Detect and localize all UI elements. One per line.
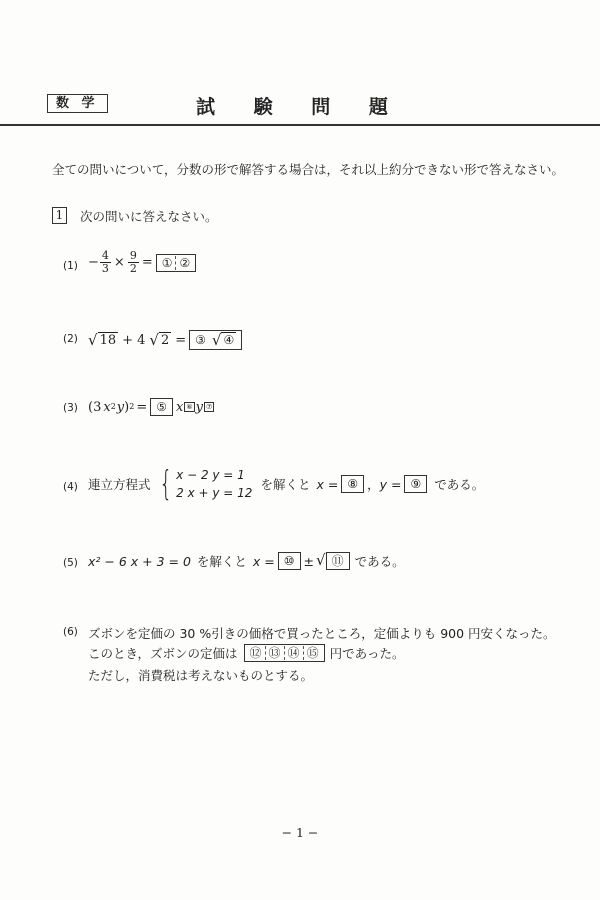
answer-cell-2[interactable]: ②	[175, 256, 193, 270]
fraction-2-denominator: 2	[129, 262, 137, 275]
problem-5	[88, 552, 405, 570]
equals-sign: =	[141, 255, 153, 270]
equation-1: x − 2 y = 1	[176, 468, 245, 482]
fraction-2	[128, 250, 139, 275]
answer-box-5[interactable]	[150, 398, 173, 416]
answer-cell-12[interactable]: ⑫	[249, 646, 262, 660]
fraction-1-numerator: 4	[101, 249, 109, 262]
page-number: − 1 −	[281, 825, 319, 840]
radical-sign: √	[88, 331, 98, 349]
x-equals: x =	[252, 553, 275, 569]
y-equals: y =	[379, 476, 402, 492]
var-x: x	[103, 399, 111, 415]
solve-text: を解くと	[260, 477, 311, 492]
problem-5-label: (5)	[63, 557, 78, 569]
answer-box-8[interactable]	[341, 475, 364, 493]
line-2-prefix: このとき，ズボンの定価は	[88, 646, 238, 661]
fraction-1-denominator: 3	[101, 262, 109, 275]
problem-6-line-3: ただし，消費税は考えないものとする。	[88, 668, 314, 683]
answer-cell-1[interactable]: ①	[161, 255, 173, 270]
plus-term: + 4	[122, 332, 146, 348]
page-title: 試 験 問 題	[196, 96, 404, 118]
sqrt-answer-11	[316, 552, 350, 570]
equals-sign: =	[136, 399, 148, 415]
x-equals: x =	[316, 476, 339, 492]
problem-6-label: (6)	[63, 626, 78, 638]
answer-cell-14[interactable]: ⑭	[284, 646, 303, 660]
answer-cell-13[interactable]: ⑬	[265, 646, 284, 660]
suffix-text: である。	[354, 554, 405, 569]
suffix-text: である。	[434, 477, 485, 492]
radicand-2: 2	[160, 333, 170, 348]
answer-box-3-4[interactable]	[189, 330, 242, 350]
answer-var-y: y	[195, 399, 203, 415]
answer-box-1-2[interactable]	[156, 254, 197, 272]
problem-6-line-2	[88, 644, 404, 662]
open-paren-3: (3	[88, 399, 102, 415]
radicand-18: 18	[99, 333, 117, 348]
answer-cell-5[interactable]: ⑤	[156, 400, 167, 414]
answer-4-value: ④	[223, 333, 235, 347]
answer-box-6[interactable]: ⑥	[186, 403, 193, 411]
instructions-text: 全ての問いについて，分数の形で解答する場合は，それ以上約分できない形で答えなさい。	[52, 162, 565, 177]
answer-box-11[interactable]	[326, 552, 350, 570]
times-sign: ×	[113, 255, 125, 270]
radical-sign: √	[316, 551, 326, 569]
problem-1-label: (1)	[63, 260, 78, 272]
answer-cell-15[interactable]: ⑮	[303, 646, 322, 660]
problem-3-label: (3)	[63, 402, 78, 414]
answer-box-10[interactable]	[278, 552, 301, 570]
sqrt-2	[149, 332, 171, 348]
line-2-suffix: 円であった。	[329, 646, 405, 661]
system-prefix: 連立方程式	[88, 477, 151, 492]
var-y: y	[116, 399, 125, 415]
solve-text: を解くと	[196, 554, 247, 569]
close-paren: )	[124, 399, 130, 415]
section-heading: 次の問いに答えなさい。	[80, 209, 218, 224]
answer-cell-8[interactable]: ⑧	[347, 477, 359, 491]
subject-label: 数 学	[47, 94, 108, 113]
answer-var-x: x	[175, 399, 184, 415]
problem-6-line-1: ズボンを定価の 30 %引きの価格で買ったところ，定価よりも 900 円安くなった。	[88, 626, 556, 641]
problem-2	[88, 330, 245, 350]
sqrt-18	[88, 332, 118, 348]
answer-cell-4[interactable]	[209, 332, 239, 348]
radical-sign: √	[149, 331, 159, 349]
answer-cell-9[interactable]: ⑨	[410, 477, 422, 491]
fraction-1	[100, 250, 111, 275]
answer-box-9[interactable]	[404, 475, 427, 493]
section-number: 1	[52, 207, 67, 224]
comma: ，	[367, 477, 380, 492]
header-divider	[0, 124, 600, 126]
answer-cell-10[interactable]: ⑩	[283, 554, 295, 568]
plus-minus-sign: ±	[303, 553, 315, 569]
brace-glyph: {	[158, 464, 172, 504]
equation-system	[155, 466, 253, 502]
radical-sign: √	[211, 331, 222, 349]
problem-3: (3 x 2 y ) 2 = ⑤ x ⑥ y ⑦	[88, 399, 213, 415]
quadratic-equation: x² − 6 x + 3 = 0	[88, 553, 191, 569]
problem-4-label: (4)	[63, 481, 78, 493]
problem-4	[88, 466, 484, 502]
answer-box-12-15[interactable]	[244, 644, 325, 662]
equation-2: 2 x + y = 12	[176, 486, 253, 500]
equals-sign: =	[175, 332, 187, 348]
fraction-2-numerator: 9	[129, 249, 137, 262]
answer-cell-3[interactable]: ③	[195, 333, 206, 347]
answer-box-7[interactable]: ⑦	[205, 403, 213, 411]
minus-sign: −	[88, 255, 99, 270]
problem-1	[88, 250, 199, 275]
problem-2-label: (2)	[63, 333, 78, 345]
answer-cell-11[interactable]: ⑪	[331, 554, 344, 568]
